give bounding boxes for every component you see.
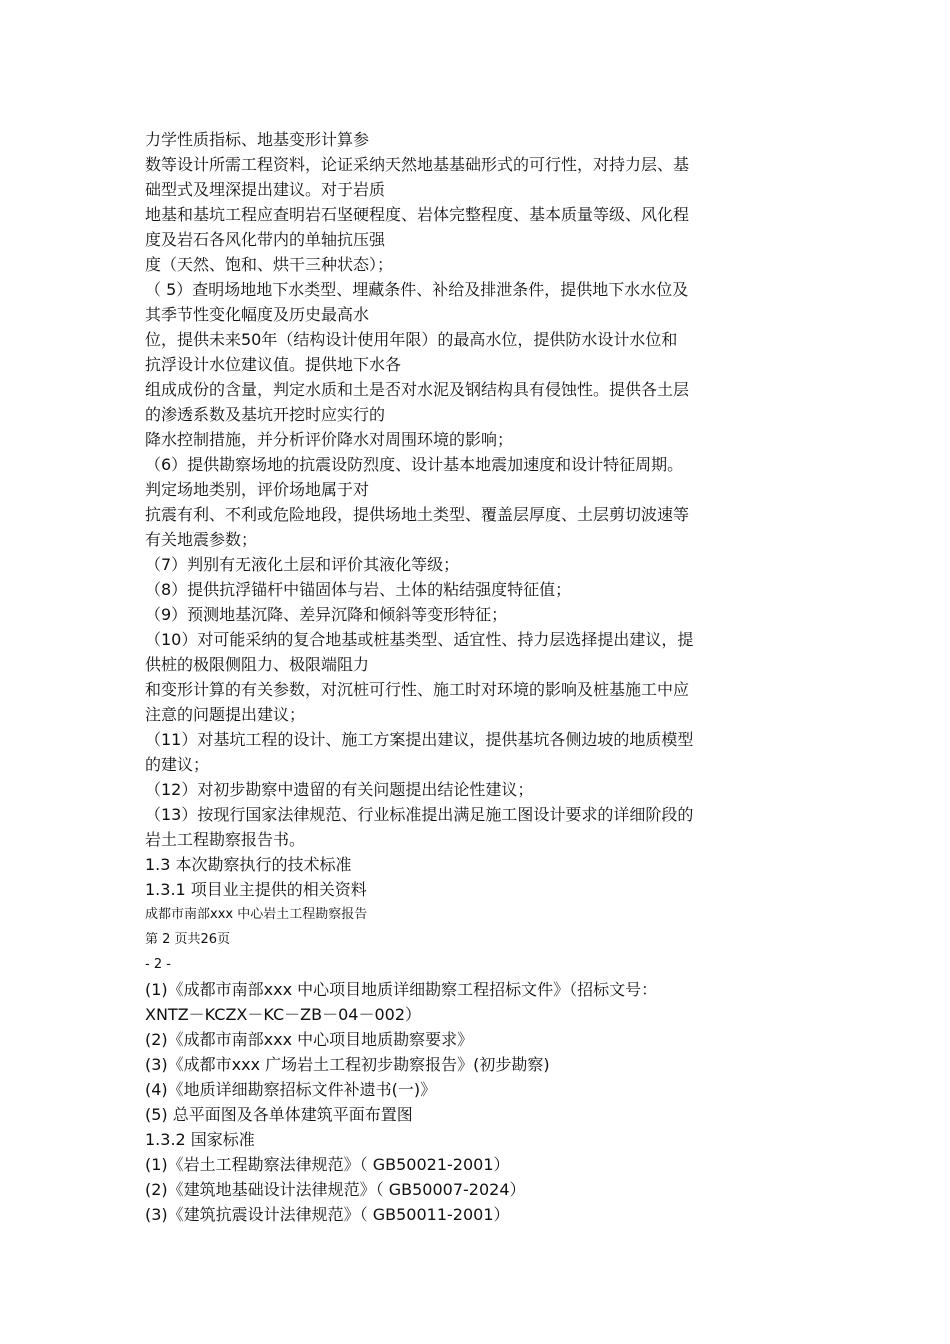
text-line: 抗浮设计水位建议值。提供地下水各	[145, 355, 402, 374]
text-line: 1.3.2 国家标准	[145, 1130, 255, 1149]
text-line: （11）对基坑工程的设计、施工方案提出建议，提供基坑各侧边坡的地质模型	[145, 730, 694, 749]
text-line: 1.3 本次勘察执行的技术标准	[145, 855, 352, 874]
text-line: 判定场地类别，评价场地属于对	[145, 480, 370, 499]
text-line: (1)《岩土工程勘察法律规范》（ GB50021-2001）	[145, 1155, 510, 1174]
text-line: 数等设计所需工程资料，论证采纳天然地基基础形式的可行性，对持力层、基	[145, 155, 690, 174]
text-line: XNTZ－KCZX－KC－ZB－04－002）	[145, 1005, 422, 1024]
text-line: 其季节性变化幅度及历史最高水	[145, 305, 370, 324]
text-line: 组成成份的含量，判定水质和土是否对水泥及钢结构具有侵蚀性。提供各土层	[145, 380, 690, 399]
text-line: (2)《成都市南部xxx 中心项目地质勘察要求》	[145, 1030, 474, 1049]
text-line: 降水控制措施，并分析评价降水对周围环境的影响；	[145, 430, 514, 449]
document-body	[145, 127, 805, 1227]
text-line: 础型式及埋深提出建议。对于岩质	[145, 180, 386, 199]
text-line: （12）对初步勘察中遗留的有关问题提出结论性建议；	[145, 780, 534, 799]
text-line: 位，提供未来50年（结构设计使用年限）的最高水位，提供防水设计水位和	[145, 330, 678, 349]
page-footer-line: 成都市南部xxx 中心岩土工程勘察报告	[145, 907, 368, 922]
text-line: 度（天然、饱和、烘干三种状态）；	[145, 255, 394, 274]
text-line: （7）判别有无液化土层和评价其液化等级；	[145, 555, 460, 574]
text-line: （6）提供勘察场地的抗震设防烈度、设计基本地震加速度和设计特征周期。	[145, 455, 684, 474]
text-line: （13）按现行国家法律规范、行业标准提出满足施工图设计要求的详细阶段的	[145, 805, 694, 824]
text-line: (4)《地质详细勘察招标文件补遗书(一)》	[145, 1080, 437, 1099]
text-line: 1.3.1 项目业主提供的相关资料	[145, 880, 367, 899]
page-footer-line: - 2 -	[145, 957, 171, 972]
text-line: 注意的问题提出建议；	[145, 705, 306, 724]
text-line: （ 5）查明场地地下水类型、埋藏条件、补给及排泄条件，提供地下水水位及	[145, 280, 689, 299]
text-line: （8）提供抗浮锚杆中锚固体与岩、土体的粘结强度特征值；	[145, 580, 572, 599]
text-line: (3)《成都市xxx 广场岩土工程初步勘察报告》(初步勘察)	[145, 1055, 550, 1074]
text-line: (5) 总平面图及各单体建筑平面布置图	[145, 1105, 413, 1124]
text-line: （10）对可能采纳的复合地基或桩基类型、适宜性、持力层选择提出建议，提	[145, 630, 694, 649]
text-line: 有关地震参数；	[145, 530, 258, 549]
text-line: 度及岩石各风化带内的单轴抗压强	[145, 230, 386, 249]
text-line: （9）预测地基沉降、差异沉降和倾斜等变形特征；	[145, 605, 508, 624]
text-line: 力学性质指标、地基变形计算参	[145, 130, 370, 149]
text-line: 的建议；	[145, 755, 210, 774]
text-line: (3)《建筑抗震设计法律规范》（ GB50011-2001）	[145, 1205, 510, 1224]
text-line: (1)《成都市南部xxx 中心项目地质详细勘察工程招标文件》（招标文号：	[145, 980, 658, 999]
text-line: 地基和基坑工程应查明岩石坚硬程度、岩体完整程度、基本质量等级、风化程	[145, 205, 690, 224]
text-line: 岩土工程勘察报告书。	[145, 830, 306, 849]
text-line: 的渗透系数及基坑开挖时应实行的	[145, 405, 386, 424]
text-line: (2)《建筑地基础设计法律规范》（ GB50007-2024）	[145, 1180, 526, 1199]
page-footer-line: 第 2 页共26页	[145, 932, 231, 947]
text-line: 供桩的极限侧阻力、极限端阻力	[145, 655, 370, 674]
text-line: 和变形计算的有关参数，对沉桩可行性、施工时对环境的影响及桩基施工中应	[145, 680, 690, 699]
text-line: 抗震有利、不利或危险地段，提供场地土类型、覆盖层厚度、土层剪切波速等	[145, 505, 690, 524]
